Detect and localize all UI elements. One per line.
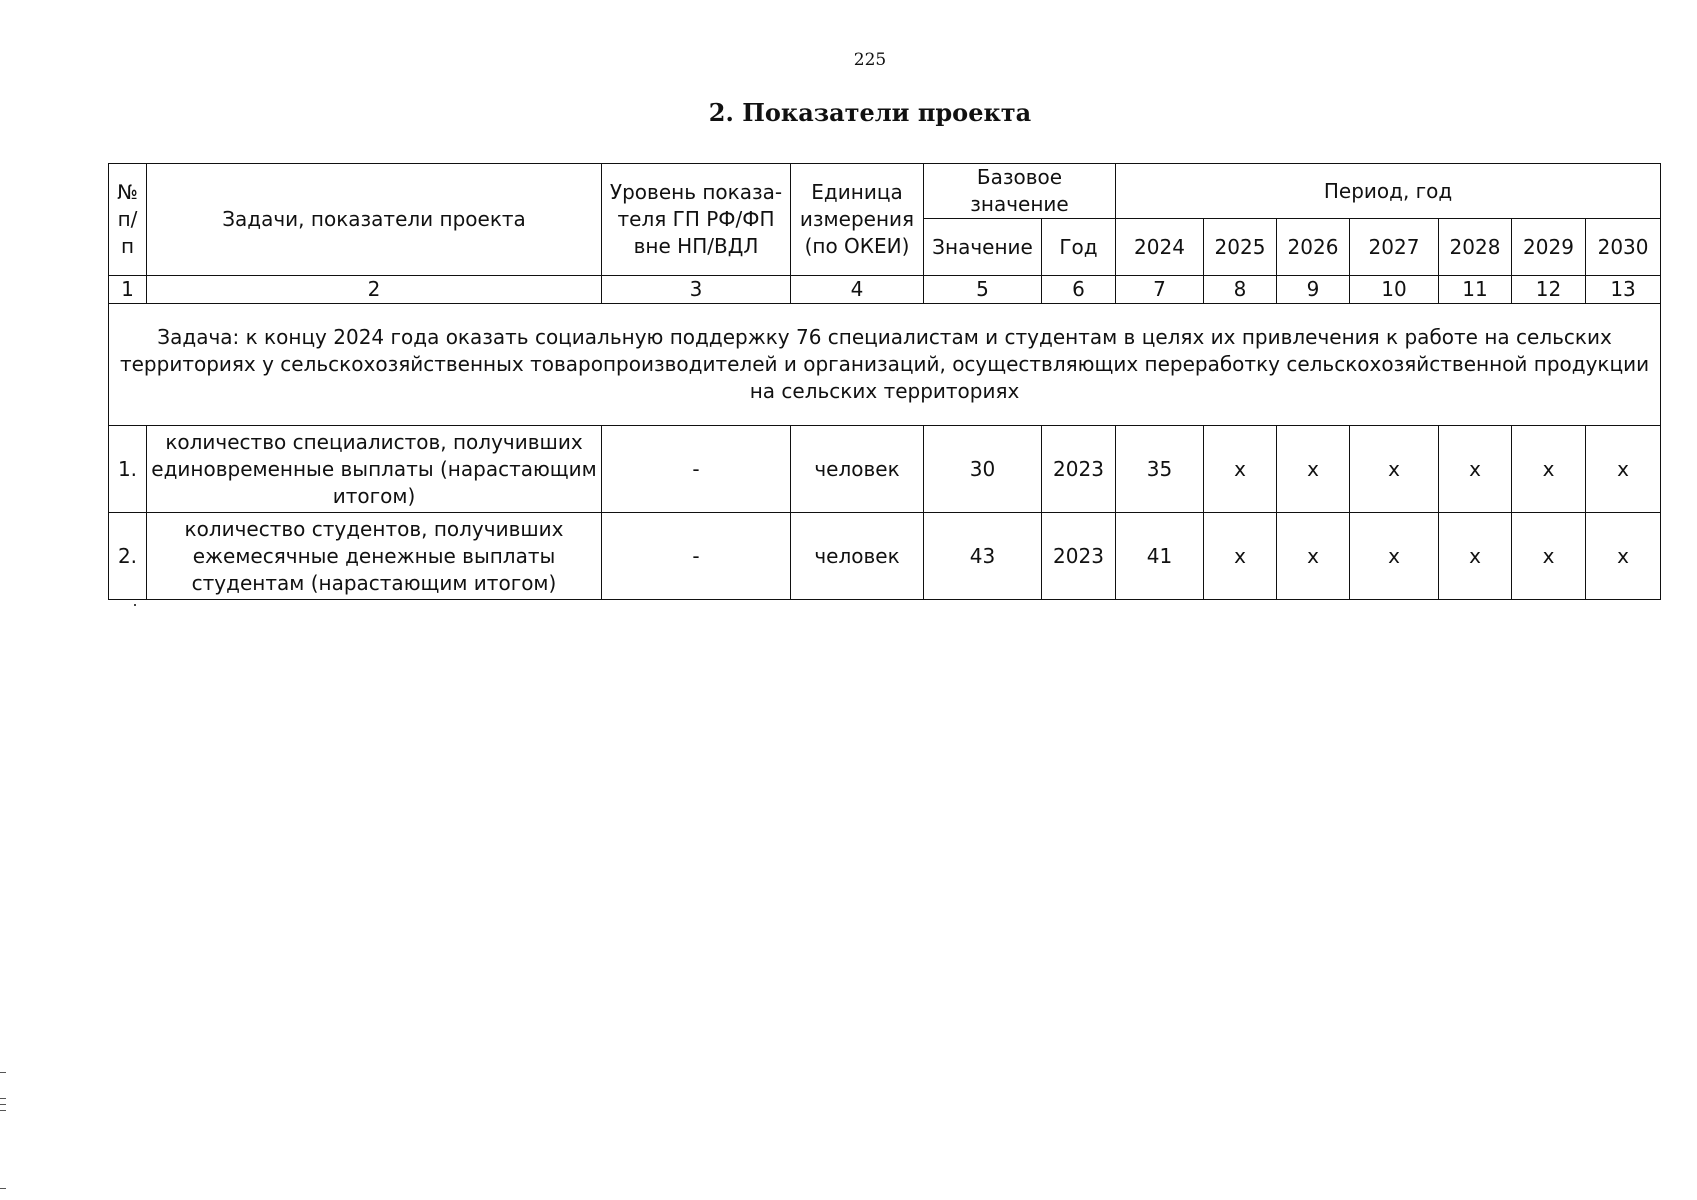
header-tasks: Задачи, показатели проекта [147,164,602,276]
base-year: 2023 [1042,426,1116,513]
year-value: x [1204,513,1277,600]
header-base-value: Значение [924,219,1042,276]
indicator-unit: человек [791,513,924,600]
year-value: x [1350,513,1439,600]
task-description: Задача: к концу 2024 года оказать социальную поддержку 76 специалистам и студентам в целях их привлечения к работе на сельских территориях у сельскохозяйственных товаропроизводителей и организаций, осуществляющих переработку сельскохозяйственной продукции на сельских территориях [109,304,1661,426]
row-number: 2. [109,513,147,600]
column-number: 3 [602,276,791,304]
indicator-name: количество студентов, получивших ежемесячные денежные выплаты студентам (нарастающим итогом) [147,513,602,600]
task-row [109,304,1661,426]
header-row-top [109,164,1661,219]
column-number: 11 [1439,276,1512,304]
header-unit: Единица измерения (по ОКЕИ) [791,164,924,276]
row-number: 1. [109,426,147,513]
header-level: Уровень показа-теля ГП РФ/ФП вне НП/ВДЛ [602,164,791,276]
table-row [109,513,1661,600]
page-title: 2. Показатели проекта [708,98,1032,127]
year-value: x [1439,513,1512,600]
base-value: 30 [924,426,1042,513]
header-year: 2027 [1350,219,1439,276]
base-value: 43 [924,513,1042,600]
base-year: 2023 [1042,513,1116,600]
header-base: Базовое значение [924,164,1116,219]
scan-speck [134,604,136,606]
year-value: 41 [1116,513,1204,600]
year-value: x [1586,426,1661,513]
page-number: 225 [853,50,887,70]
year-value: x [1350,426,1439,513]
header-year: 2026 [1277,219,1350,276]
column-number: 12 [1512,276,1586,304]
column-number: 13 [1586,276,1661,304]
header-period: Период, год [1116,164,1661,219]
edge-mark [0,1098,6,1099]
year-value: x [1277,513,1350,600]
indicator-level: - [602,426,791,513]
indicators-table [108,163,1661,600]
header-num: № п/п [109,164,147,276]
year-value: 35 [1116,426,1204,513]
column-number: 10 [1350,276,1439,304]
header-year: 2025 [1204,219,1277,276]
year-value: x [1586,513,1661,600]
column-number: 6 [1042,276,1116,304]
year-value: x [1512,513,1586,600]
edge-mark [0,1104,6,1105]
year-value: x [1512,426,1586,513]
indicator-unit: человек [791,426,924,513]
column-number: 7 [1116,276,1204,304]
header-base-year: Год [1042,219,1116,276]
header-year: 2030 [1586,219,1661,276]
column-number: 1 [109,276,147,304]
header-year: 2024 [1116,219,1204,276]
column-number: 9 [1277,276,1350,304]
column-number: 4 [791,276,924,304]
column-number: 8 [1204,276,1277,304]
year-value: x [1204,426,1277,513]
column-number: 5 [924,276,1042,304]
indicator-name: количество специалистов, получивших единовременные выплаты (нарастающим итогом) [147,426,602,513]
edge-mark [0,1110,6,1111]
header-year: 2028 [1439,219,1512,276]
column-number: 2 [147,276,602,304]
indicator-level: - [602,513,791,600]
year-value: x [1277,426,1350,513]
table-row [109,426,1661,513]
header-year: 2029 [1512,219,1586,276]
edge-mark [0,1072,6,1073]
year-value: x [1439,426,1512,513]
column-number-row [109,276,1661,304]
edge-mark [0,1188,6,1189]
